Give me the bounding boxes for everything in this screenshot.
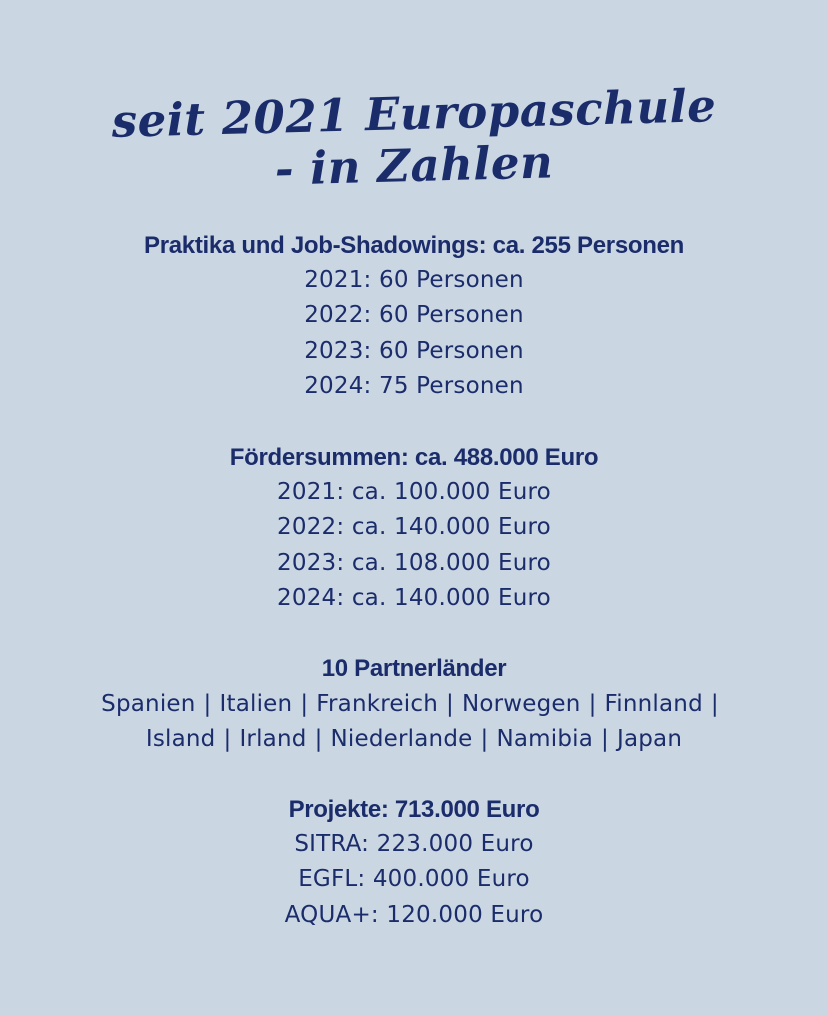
foerder-line-2021: 2021: ca. 100.000 Euro: [277, 479, 551, 505]
section-partnerlaender: [0, 651, 828, 757]
country-japan: Japan: [616, 726, 683, 753]
praktika-line-2021: 2021: 60 Personen: [304, 267, 524, 293]
separator: |: [300, 691, 309, 717]
separator: |: [314, 726, 323, 753]
country-namibia: Namibia: [496, 726, 594, 753]
separator: |: [710, 691, 719, 717]
section-projekte: [0, 792, 828, 933]
separator: |: [601, 726, 609, 753]
separator: |: [223, 726, 232, 753]
country-island: Island: [145, 726, 216, 753]
country-italien: Italien: [219, 691, 293, 717]
projekte-heading: Projekte: 713.000 Euro: [288, 796, 540, 823]
projekt-sitra: SITRA: 223.000 Euro: [294, 831, 534, 857]
separator: |: [480, 726, 489, 753]
country-spanien: Spanien: [101, 691, 196, 717]
praktika-line-2022: 2022: 60 Personen: [304, 302, 524, 329]
projekt-egfl: EGFL: 400.000 Euro: [298, 866, 530, 893]
section-praktika: [0, 228, 828, 404]
country-frankreich: Frankreich: [316, 691, 438, 717]
title-line-2: - in Zahlen: [274, 135, 554, 196]
country-niederlande: Niederlande: [330, 726, 473, 753]
country-finnland: Finnland: [604, 691, 703, 717]
foerder-line-2023: 2023: ca. 108.000 Euro: [277, 549, 551, 576]
partner-row-1: [0, 686, 828, 721]
projekt-aqua: AQUA+: 120.000 Euro: [284, 901, 544, 928]
foerder-line-2024: 2024: ca. 140.000 Euro: [277, 584, 551, 611]
separator: |: [588, 691, 597, 717]
praktika-line-2023: 2023: 60 Personen: [304, 337, 524, 364]
foerder-line-2022: 2022: ca. 140.000 Euro: [277, 514, 551, 541]
country-irland: Irland: [239, 726, 307, 753]
partner-heading: 10 Partnerländer: [321, 655, 507, 682]
section-foerdersummen: [0, 440, 828, 616]
separator: |: [445, 691, 454, 717]
partner-row-2: [0, 721, 828, 756]
separator: |: [203, 691, 212, 717]
praktika-line-2024: 2024: 75 Personen: [304, 372, 524, 399]
country-norwegen: Norwegen: [461, 691, 581, 717]
foerder-heading: Fördersummen: ca. 488.000 Euro: [229, 444, 599, 471]
title-line-1: seit 2021 Europaschule: [111, 79, 717, 148]
praktika-heading: Praktika und Job-Shadowings: ca. 255 Personen: [144, 232, 684, 259]
